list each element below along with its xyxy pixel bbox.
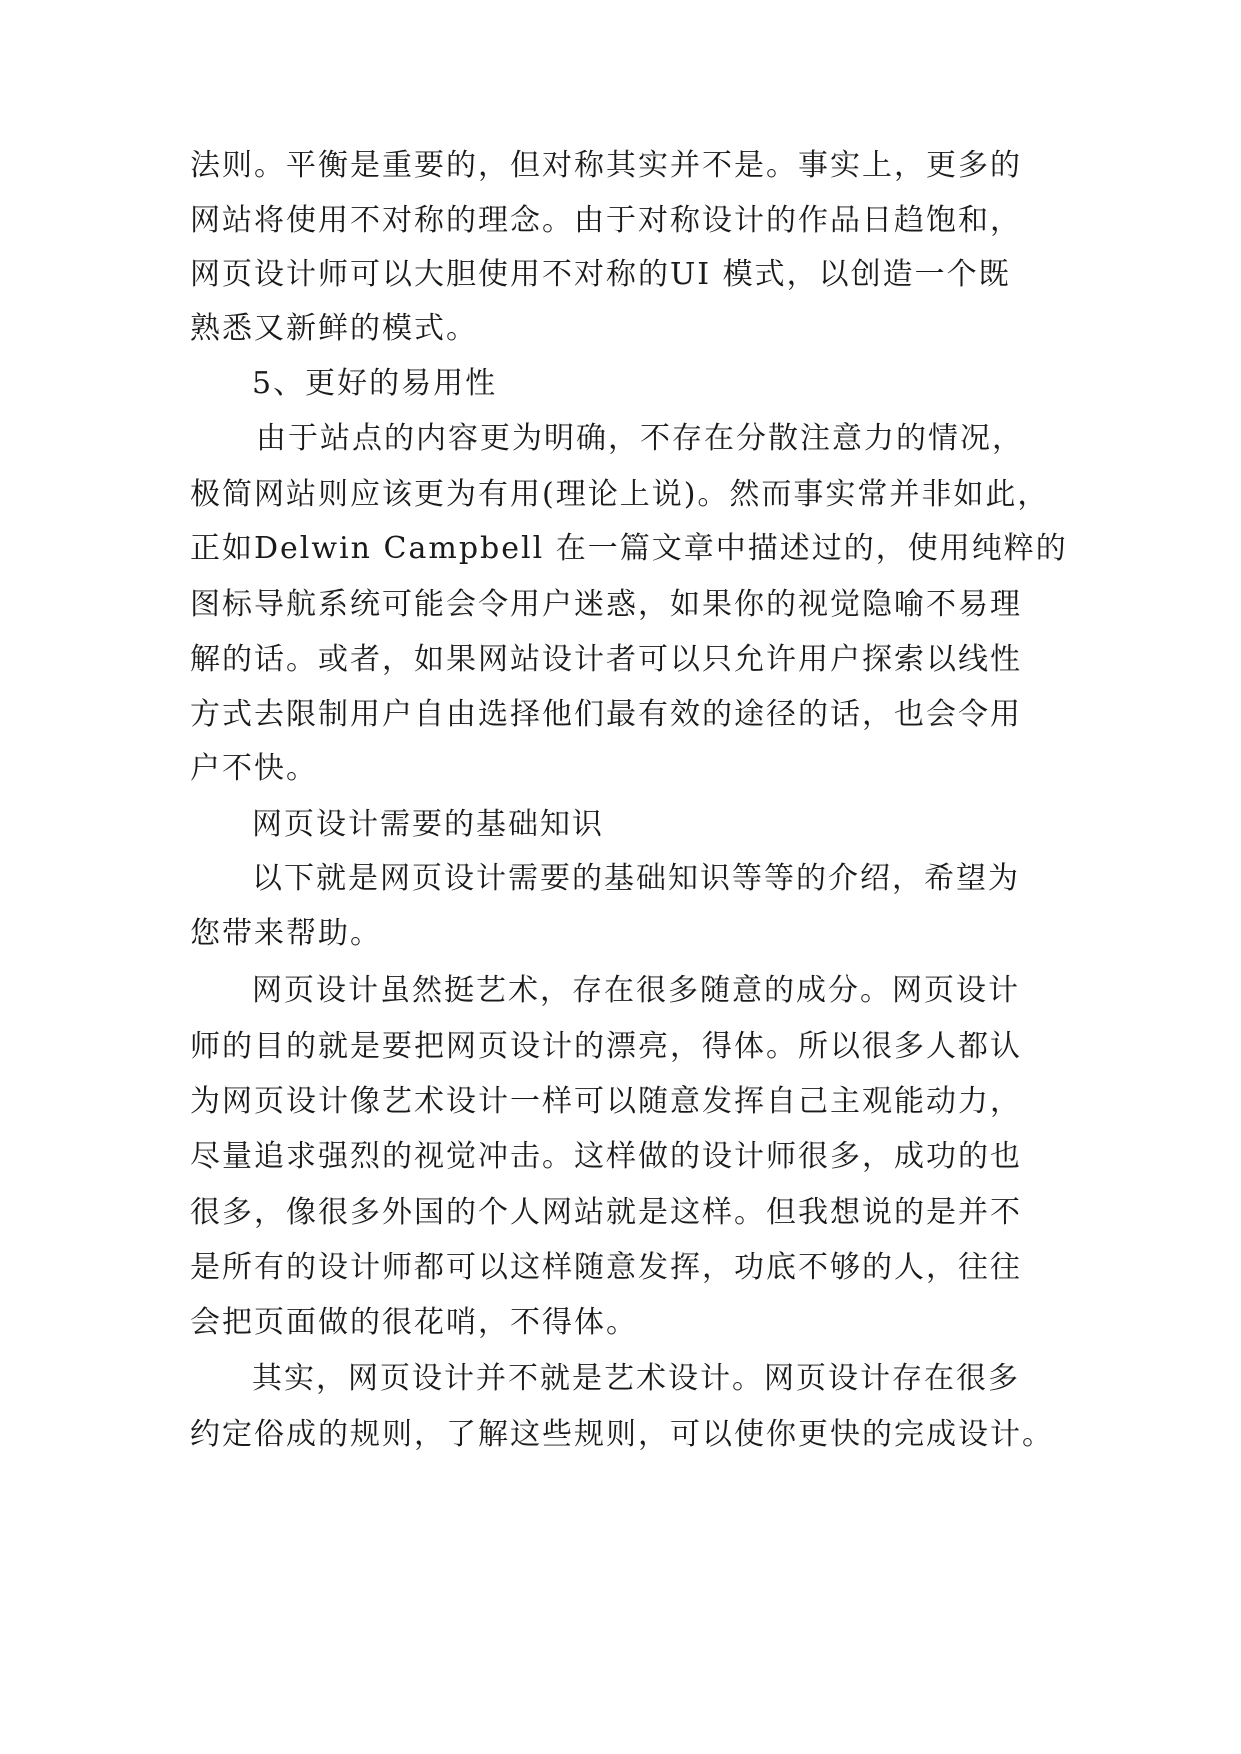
text-line: 方式去限制用户自由选择他们最有效的途径的话，也会令用 bbox=[190, 697, 1022, 732]
text-line: 师的目的就是要把网页设计的漂亮，得体。所以很多人都认 bbox=[190, 1029, 1022, 1064]
text-line: 约定俗成的规则，了解这些规则，可以使你更快的完成设计。 bbox=[190, 1417, 1054, 1452]
text-line: 户不快。 bbox=[190, 751, 318, 786]
text-line: 熟悉又新鲜的模式。 bbox=[190, 311, 478, 346]
text-line: 为网页设计像艺术设计一样可以随意发挥自己主观能动力， bbox=[190, 1084, 1022, 1119]
text-line: 很多，像很多外国的个人网站就是这样。但我想说的是并不 bbox=[190, 1195, 1022, 1230]
text-line: 会把页面做的很花哨，不得体。 bbox=[190, 1305, 638, 1340]
text-line: 正如Delwin Campbell 在一篇文章中描述过的，使用纯粹的 bbox=[190, 531, 1068, 566]
section-heading: 5、更好的易用性 bbox=[252, 366, 498, 401]
paragraph-start: 网页设计虽然挺艺术，存在很多随意的成分。网页设计 bbox=[252, 973, 1020, 1008]
paragraph-start: 以下就是网页设计需要的基础知识等等的介绍，希望为 bbox=[252, 861, 1020, 896]
text-line: 解的话。或者，如果网站设计者可以只允许用户探索以线性 bbox=[190, 642, 1022, 677]
text-line: 极简网站则应该更为有用(理论上说)。然而事实常并非如此， bbox=[190, 477, 1050, 512]
text-line: 是所有的设计师都可以这样随意发挥，功底不够的人，往往 bbox=[190, 1250, 1022, 1285]
paragraph-start: 其实，网页设计并不就是艺术设计。网页设计存在很多 bbox=[252, 1361, 1020, 1396]
text-line: 您带来帮助。 bbox=[190, 916, 382, 951]
section-heading: 网页设计需要的基础知识 bbox=[252, 807, 604, 842]
paragraph-start: 由于站点的内容更为明确，不存在分散注意力的情况， bbox=[256, 421, 1024, 456]
text-line: 法则。平衡是重要的，但对称其实并不是。事实上，更多的 bbox=[190, 148, 1022, 183]
text-line: 网站将使用不对称的理念。由于对称设计的作品日趋饱和， bbox=[190, 203, 1022, 238]
text-line: 网页设计师可以大胆使用不对称的UI 模式，以创造一个既 bbox=[190, 257, 1011, 292]
text-line: 图标导航系统可能会令用户迷惑，如果你的视觉隐喻不易理 bbox=[190, 587, 1022, 622]
text-line: 尽量追求强烈的视觉冲击。这样做的设计师很多，成功的也 bbox=[190, 1139, 1022, 1174]
